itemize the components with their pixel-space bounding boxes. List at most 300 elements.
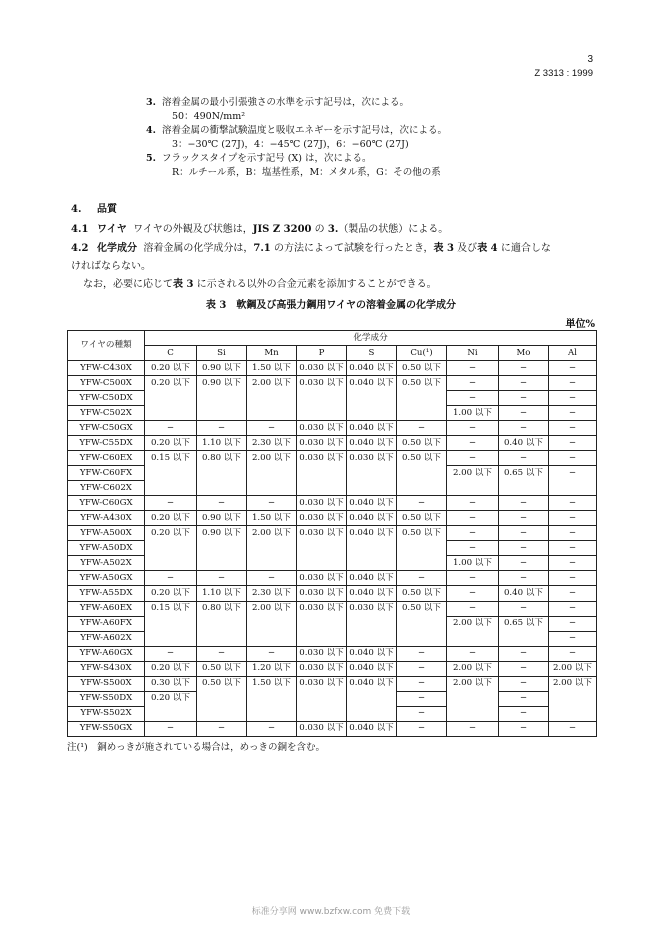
table-cell: 0.40 以下 bbox=[499, 436, 549, 451]
table-cell bbox=[247, 691, 297, 706]
table-cell: 0.90 以下 bbox=[197, 376, 247, 391]
table-cell: 0.040 以下 bbox=[347, 376, 397, 391]
table-cell bbox=[197, 406, 247, 421]
table-cell: 0.15 以下 bbox=[145, 601, 197, 616]
table-cell: − bbox=[549, 526, 597, 541]
table-cell: − bbox=[499, 646, 549, 661]
symbol-value-5: R：ルチール系，B：塩基性系，M：メタル系，G：その他の系 bbox=[172, 167, 441, 178]
table-cell: 0.20 以下 bbox=[145, 691, 197, 706]
table-cell: − bbox=[499, 601, 549, 616]
table-cell bbox=[247, 616, 297, 631]
wire-type-cell: YFW-C60GX bbox=[68, 496, 145, 511]
chemical-composition-table bbox=[67, 330, 597, 737]
table-row bbox=[68, 421, 597, 436]
table-cell: 0.030 以下 bbox=[297, 361, 347, 376]
table-cell: 1.20 以下 bbox=[247, 661, 297, 676]
wire-type-cell: YFW-A60FX bbox=[68, 616, 145, 631]
wire-type-cell: YFW-S50GX bbox=[68, 721, 145, 736]
clause-text: の方法によって試験を行ったとき， bbox=[270, 243, 434, 254]
table-cell: 0.90 以下 bbox=[197, 511, 247, 526]
table-cell: − bbox=[499, 361, 549, 376]
table-cell: − bbox=[447, 451, 499, 466]
reference-table-3: 表 3 bbox=[173, 279, 194, 290]
table-cell: 1.00 以下 bbox=[447, 556, 499, 571]
table-cell: 0.15 以下 bbox=[145, 451, 197, 466]
wire-type-cell: YFW-C50GX bbox=[68, 421, 145, 436]
table-cell: 0.50 以下 bbox=[397, 436, 447, 451]
reference-table-3: 表 3 bbox=[433, 243, 454, 254]
table-cell: 0.040 以下 bbox=[347, 526, 397, 541]
clause-number: 4.2 bbox=[71, 243, 89, 254]
table-cell bbox=[447, 691, 499, 706]
wire-type-cell: YFW-C500X bbox=[68, 376, 145, 391]
table-row bbox=[68, 571, 597, 586]
table-cell: − bbox=[499, 676, 549, 691]
table-cell bbox=[347, 616, 397, 631]
clause-4-1 bbox=[71, 222, 448, 237]
table-cell: 0.50 以下 bbox=[197, 676, 247, 691]
column-header: Cu(¹) bbox=[397, 346, 447, 361]
clause-number: 4.1 bbox=[71, 224, 89, 235]
table-cell: 1.10 以下 bbox=[197, 586, 247, 601]
table-row bbox=[68, 406, 597, 421]
watermark: 标准分享网 www.bzfxw.com 免费下载 bbox=[251, 907, 411, 917]
table-cell bbox=[297, 556, 347, 571]
table-cell: 2.00 以下 bbox=[447, 466, 499, 481]
table-cell bbox=[145, 391, 197, 406]
table-cell: 0.030 以下 bbox=[297, 436, 347, 451]
table-cell bbox=[549, 481, 597, 496]
table-cell: − bbox=[397, 496, 447, 511]
table-cell: 0.030 以下 bbox=[297, 451, 347, 466]
table-cell bbox=[447, 631, 499, 646]
symbol-number: 4. bbox=[146, 125, 156, 136]
table-cell: 0.30 以下 bbox=[145, 676, 197, 691]
table-cell bbox=[247, 391, 297, 406]
table-cell: 0.040 以下 bbox=[347, 571, 397, 586]
table-cell bbox=[297, 691, 347, 706]
table-cell: − bbox=[447, 646, 499, 661]
table-cell bbox=[549, 691, 597, 706]
table-cell: 1.00 以下 bbox=[447, 406, 499, 421]
symbol-item-5 bbox=[146, 152, 371, 165]
column-header: P bbox=[297, 346, 347, 361]
table-cell bbox=[397, 631, 447, 646]
table-cell bbox=[347, 706, 397, 721]
clause-text: に適合しな bbox=[497, 243, 551, 254]
table-cell bbox=[297, 706, 347, 721]
table-cell: 2.00 以下 bbox=[549, 661, 597, 676]
table-cell: − bbox=[447, 496, 499, 511]
table-cell: − bbox=[549, 631, 597, 646]
column-header: Al bbox=[549, 346, 597, 361]
table-cell bbox=[247, 631, 297, 646]
table-cell: − bbox=[549, 541, 597, 556]
table-cell: 0.20 以下 bbox=[145, 436, 197, 451]
unit-label: 単位% bbox=[565, 319, 595, 330]
table-row bbox=[68, 646, 597, 661]
table-cell: 0.030 以下 bbox=[297, 526, 347, 541]
table-cell: − bbox=[549, 421, 597, 436]
table-footnote: 注(¹) 銅めっきが施されている場合は，めっきの銅を含む。 bbox=[67, 742, 326, 753]
table-cell: − bbox=[247, 721, 297, 736]
table-cell: − bbox=[549, 391, 597, 406]
wire-type-cell: YFW-C60EX bbox=[68, 451, 145, 466]
table-cell: 0.030 以下 bbox=[297, 496, 347, 511]
table-cell bbox=[347, 391, 397, 406]
clause-text: ワイヤの外観及び状態は， bbox=[133, 224, 253, 235]
table-cell: 2.00 以下 bbox=[447, 616, 499, 631]
table-cell bbox=[297, 616, 347, 631]
table-cell: 2.00 以下 bbox=[447, 661, 499, 676]
table-cell: − bbox=[447, 541, 499, 556]
table-cell bbox=[499, 481, 549, 496]
table-cell: 0.20 以下 bbox=[145, 526, 197, 541]
table-cell bbox=[145, 706, 197, 721]
table-cell bbox=[197, 706, 247, 721]
table-cell bbox=[145, 616, 197, 631]
table-cell: 0.030 以下 bbox=[297, 676, 347, 691]
table-cell bbox=[145, 466, 197, 481]
table-cell: 2.00 以下 bbox=[549, 676, 597, 691]
table-cell: 0.50 以下 bbox=[397, 451, 447, 466]
clause-title: 化学成分 bbox=[97, 243, 137, 254]
symbol-text: 溶着金属の衝撃試験温度と吸収エネギーを示す記号は，次による。 bbox=[162, 125, 448, 136]
wire-type-cell: YFW-C50DX bbox=[68, 391, 145, 406]
table-cell bbox=[247, 481, 297, 496]
table-row bbox=[68, 511, 597, 526]
table-cell: − bbox=[447, 436, 499, 451]
clause-4-2 bbox=[71, 241, 551, 256]
table-cell: 0.20 以下 bbox=[145, 511, 197, 526]
table-cell bbox=[447, 706, 499, 721]
table-row bbox=[68, 481, 597, 496]
section-heading-4 bbox=[71, 203, 117, 217]
table-cell: − bbox=[397, 676, 447, 691]
table-cell: 0.040 以下 bbox=[347, 361, 397, 376]
table-cell bbox=[397, 466, 447, 481]
symbol-value-4: 3：−30℃ (27J)，4：−45℃ (27J)，6：−60℃ (27J) bbox=[172, 139, 409, 150]
table-cell: 1.50 以下 bbox=[247, 511, 297, 526]
table-row bbox=[68, 451, 597, 466]
table-cell: − bbox=[549, 466, 597, 481]
table-cell bbox=[347, 541, 397, 556]
wire-type-cell: YFW-A60EX bbox=[68, 601, 145, 616]
wire-type-cell: YFW-S50DX bbox=[68, 691, 145, 706]
reference-jis: JIS Z 3200 bbox=[252, 224, 312, 235]
table-cell: − bbox=[447, 571, 499, 586]
table-cell: − bbox=[499, 571, 549, 586]
reference-clause: 7.1 bbox=[253, 243, 271, 254]
table-cell: 0.040 以下 bbox=[347, 511, 397, 526]
symbol-text: 溶着金属の最小引張強さの水準を示す記号は，次による。 bbox=[162, 97, 410, 108]
table-cell: − bbox=[549, 556, 597, 571]
table-row bbox=[68, 601, 597, 616]
table-cell bbox=[297, 541, 347, 556]
table-cell: − bbox=[499, 541, 549, 556]
table-cell bbox=[297, 391, 347, 406]
table-cell bbox=[347, 631, 397, 646]
table-row bbox=[68, 361, 597, 376]
column-header: Ni bbox=[447, 346, 499, 361]
wire-type-cell: YFW-A55DX bbox=[68, 586, 145, 601]
table-cell bbox=[297, 466, 347, 481]
table-cell bbox=[397, 406, 447, 421]
wire-type-cell: YFW-S502X bbox=[68, 706, 145, 721]
wire-type-cell: YFW-A502X bbox=[68, 556, 145, 571]
table-cell bbox=[197, 556, 247, 571]
table-cell: − bbox=[549, 616, 597, 631]
supplementary-note bbox=[83, 277, 437, 292]
table-cell: − bbox=[549, 586, 597, 601]
table-cell: − bbox=[447, 511, 499, 526]
table-cell: − bbox=[499, 451, 549, 466]
table-cell: − bbox=[447, 721, 499, 736]
table-cell bbox=[297, 631, 347, 646]
table-cell: − bbox=[499, 406, 549, 421]
table-cell bbox=[297, 406, 347, 421]
table-cell: − bbox=[447, 586, 499, 601]
table-cell bbox=[197, 466, 247, 481]
table-cell bbox=[197, 391, 247, 406]
table-row bbox=[68, 391, 597, 406]
table-row bbox=[68, 691, 597, 706]
table-cell: − bbox=[397, 646, 447, 661]
table-cell bbox=[397, 481, 447, 496]
table-cell: 0.80 以下 bbox=[197, 451, 247, 466]
table-cell: − bbox=[499, 526, 549, 541]
table-cell: − bbox=[549, 451, 597, 466]
table-row bbox=[68, 676, 597, 691]
table-cell: − bbox=[397, 421, 447, 436]
wire-type-cell: YFW-S500X bbox=[68, 676, 145, 691]
table-row bbox=[68, 466, 597, 481]
table-cell: − bbox=[447, 391, 499, 406]
table-cell bbox=[197, 616, 247, 631]
table-cell: 0.40 以下 bbox=[499, 586, 549, 601]
table-cell: − bbox=[499, 391, 549, 406]
table-cell bbox=[247, 706, 297, 721]
table-cell bbox=[499, 631, 549, 646]
table-cell bbox=[197, 691, 247, 706]
table-cell: 0.040 以下 bbox=[347, 496, 397, 511]
table-cell: − bbox=[499, 721, 549, 736]
table-cell: 0.030 以下 bbox=[297, 511, 347, 526]
table-cell: − bbox=[499, 691, 549, 706]
table-cell: 0.040 以下 bbox=[347, 661, 397, 676]
wire-type-cell: YFW-C55DX bbox=[68, 436, 145, 451]
column-header: Mn bbox=[247, 346, 297, 361]
table-row bbox=[68, 436, 597, 451]
table-cell: 0.90 以下 bbox=[197, 361, 247, 376]
table-cell bbox=[247, 541, 297, 556]
table-cell bbox=[347, 481, 397, 496]
table-cell bbox=[397, 391, 447, 406]
table-cell: 0.040 以下 bbox=[347, 436, 397, 451]
document-code: Z 3313 : 1999 bbox=[534, 68, 593, 79]
table-cell bbox=[347, 556, 397, 571]
table-cell bbox=[347, 466, 397, 481]
table-cell: − bbox=[499, 511, 549, 526]
column-header: Si bbox=[197, 346, 247, 361]
table-cell: − bbox=[397, 721, 447, 736]
composition-header: 化学成分 bbox=[145, 331, 597, 346]
table-cell: 2.30 以下 bbox=[247, 436, 297, 451]
symbol-item-3 bbox=[146, 96, 409, 109]
table-row bbox=[68, 541, 597, 556]
table-cell: − bbox=[197, 496, 247, 511]
table-cell: − bbox=[247, 496, 297, 511]
table-cell: − bbox=[499, 376, 549, 391]
table-cell: 0.20 以下 bbox=[145, 376, 197, 391]
table-cell: − bbox=[549, 406, 597, 421]
table-cell: 0.030 以下 bbox=[297, 421, 347, 436]
table-row bbox=[68, 556, 597, 571]
table-row bbox=[68, 496, 597, 511]
table-cell: 0.030 以下 bbox=[297, 601, 347, 616]
table-row bbox=[68, 376, 597, 391]
column-header-row bbox=[68, 346, 597, 361]
table-cell bbox=[347, 406, 397, 421]
table-row bbox=[68, 706, 597, 721]
table-cell: 0.030 以下 bbox=[297, 661, 347, 676]
wire-type-cell: YFW-A602X bbox=[68, 631, 145, 646]
table-cell: − bbox=[397, 691, 447, 706]
column-header: C bbox=[145, 346, 197, 361]
table-caption: 表 3 軟鋼及び高張力鋼用ワイヤの溶着金属の化学成分 bbox=[205, 300, 457, 311]
table-cell: 2.00 以下 bbox=[247, 376, 297, 391]
table-cell: 2.00 以下 bbox=[247, 601, 297, 616]
table-cell: 0.50 以下 bbox=[397, 376, 447, 391]
table-row bbox=[68, 586, 597, 601]
wire-type-cell: YFW-A430X bbox=[68, 511, 145, 526]
reference-clause: 3. bbox=[327, 224, 339, 235]
table-cell: 0.030 以下 bbox=[347, 601, 397, 616]
table-cell bbox=[197, 481, 247, 496]
clause-4-2-continued: ければならない。 bbox=[71, 261, 151, 272]
clause-text: 及び bbox=[454, 243, 478, 254]
section-number: 4. bbox=[71, 204, 82, 215]
note-text: に示される以外の合金元素を添加することができる。 bbox=[193, 279, 437, 290]
table-cell bbox=[197, 631, 247, 646]
table-cell: − bbox=[499, 496, 549, 511]
table-cell: 0.20 以下 bbox=[145, 586, 197, 601]
wire-type-cell: YFW-C602X bbox=[68, 481, 145, 496]
symbol-number: 3. bbox=[146, 97, 156, 108]
table-cell: − bbox=[549, 601, 597, 616]
table-row bbox=[68, 631, 597, 646]
table-cell: − bbox=[145, 646, 197, 661]
table-cell: 0.50 以下 bbox=[197, 661, 247, 676]
table-cell bbox=[397, 541, 447, 556]
note-text: なお，必要に応じて bbox=[83, 279, 173, 290]
table-cell: − bbox=[447, 376, 499, 391]
symbol-value-3: 50：490N/mm² bbox=[172, 111, 246, 122]
symbol-number: 5. bbox=[146, 153, 156, 164]
table-row bbox=[68, 526, 597, 541]
table-cell: − bbox=[197, 721, 247, 736]
table-cell: 0.50 以下 bbox=[397, 361, 447, 376]
table-cell: 1.50 以下 bbox=[247, 676, 297, 691]
table-cell: 0.040 以下 bbox=[347, 646, 397, 661]
table-cell: 0.50 以下 bbox=[397, 601, 447, 616]
table-cell bbox=[145, 631, 197, 646]
table-cell: − bbox=[197, 646, 247, 661]
table-cell: − bbox=[499, 421, 549, 436]
table-cell: 0.50 以下 bbox=[397, 526, 447, 541]
table-cell: 1.50 以下 bbox=[247, 361, 297, 376]
table-cell bbox=[447, 481, 499, 496]
table-cell bbox=[247, 406, 297, 421]
table-cell: − bbox=[197, 421, 247, 436]
wire-type-cell: YFW-S430X bbox=[68, 661, 145, 676]
table-cell: − bbox=[447, 601, 499, 616]
table-cell bbox=[145, 541, 197, 556]
table-row bbox=[68, 661, 597, 676]
table-cell bbox=[397, 616, 447, 631]
table-cell: 0.20 以下 bbox=[145, 661, 197, 676]
clause-text: の bbox=[311, 224, 328, 235]
table-row bbox=[68, 616, 597, 631]
table-cell: − bbox=[549, 496, 597, 511]
wire-type-cell: YFW-C430X bbox=[68, 361, 145, 376]
table-cell: 0.030 以下 bbox=[297, 721, 347, 736]
table-cell: − bbox=[145, 496, 197, 511]
table-cell: − bbox=[447, 361, 499, 376]
table-cell: − bbox=[247, 571, 297, 586]
table-cell: 0.90 以下 bbox=[197, 526, 247, 541]
table-cell: − bbox=[549, 646, 597, 661]
table-cell: − bbox=[397, 661, 447, 676]
page-number: 3 bbox=[587, 54, 593, 65]
table-cell: 2.00 以下 bbox=[247, 526, 297, 541]
table-cell: − bbox=[549, 571, 597, 586]
wire-type-cell: YFW-C60FX bbox=[68, 466, 145, 481]
clause-text: （製品の状態）による。 bbox=[338, 224, 449, 235]
wire-type-cell: YFW-C502X bbox=[68, 406, 145, 421]
table-cell bbox=[145, 481, 197, 496]
column-header: Mo bbox=[499, 346, 549, 361]
symbol-text: フラックスタイプを示す記号 (X) は，次による。 bbox=[162, 153, 372, 164]
wire-type-cell: YFW-A500X bbox=[68, 526, 145, 541]
table-cell: 2.00 以下 bbox=[447, 676, 499, 691]
table-cell: − bbox=[145, 421, 197, 436]
table-cell: − bbox=[447, 421, 499, 436]
table-cell: 0.030 以下 bbox=[347, 451, 397, 466]
table-cell: − bbox=[549, 376, 597, 391]
table-cell: − bbox=[397, 571, 447, 586]
table-cell bbox=[347, 691, 397, 706]
table-cell: 2.30 以下 bbox=[247, 586, 297, 601]
table-cell: 0.030 以下 bbox=[297, 376, 347, 391]
table-cell: − bbox=[447, 526, 499, 541]
reference-table-4: 表 4 bbox=[477, 243, 498, 254]
section-title: 品質 bbox=[97, 204, 117, 215]
table-cell bbox=[549, 706, 597, 721]
table-cell bbox=[247, 556, 297, 571]
wire-type-cell: YFW-A50DX bbox=[68, 541, 145, 556]
table-cell bbox=[145, 406, 197, 421]
table-cell: 2.00 以下 bbox=[247, 451, 297, 466]
table-cell: − bbox=[499, 661, 549, 676]
table-cell: − bbox=[499, 556, 549, 571]
wire-type-cell: YFW-A50GX bbox=[68, 571, 145, 586]
table-cell: − bbox=[145, 571, 197, 586]
table-cell: 0.50 以下 bbox=[397, 511, 447, 526]
table-cell: − bbox=[247, 646, 297, 661]
wire-type-cell: YFW-A60GX bbox=[68, 646, 145, 661]
table-cell: 0.040 以下 bbox=[347, 586, 397, 601]
